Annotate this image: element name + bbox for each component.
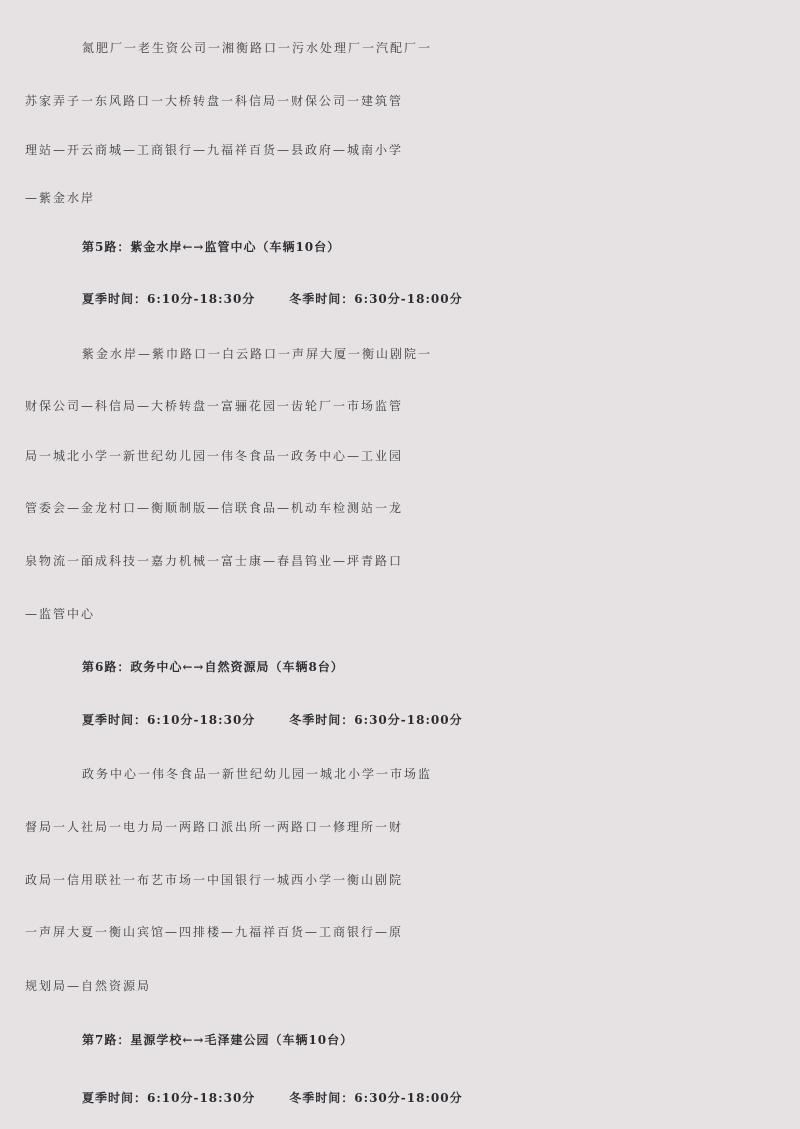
route-6-winter-hours: 冬季时间：6:30分-18:00分 — [289, 713, 463, 727]
route-6-hours — [0, 705, 790, 735]
route-5-stops-line: —监管中心 — [25, 607, 96, 621]
route-5-stops-line: 泉物流一皕成科技一嘉力机械一富士康—春昌钨业—坪青路口 — [25, 554, 404, 568]
route-7-summer-hours: 夏季时间：6:10分-18:30分 — [82, 1091, 256, 1105]
route-7-winter-hours: 冬季时间：6:30分-18:00分 — [289, 1091, 463, 1105]
route-5-summer-hours: 夏季时间：6:10分-18:30分 — [82, 292, 256, 306]
route-7-title: 第7路：星源学校←→毛泽建公园（车辆10台） — [82, 1033, 354, 1047]
route-6-summer-hours: 夏季时间：6:10分-18:30分 — [82, 713, 256, 727]
route-5-stops-line: 局一城北小学一新世纪幼儿园一伟冬食品一政务中心—工业园 — [25, 449, 404, 463]
route-6-stops-line: 政务中心一伟冬食品一新世纪幼儿园一城北小学一市场监 — [82, 767, 433, 781]
route-5-stops-line: 管委会—金龙村口—衡顺制版—信联食品—机动车检测站一龙 — [25, 501, 404, 515]
intro-line: 氮肥厂一老生资公司一湘衡路口一污水处理厂一汽配厂一 — [82, 41, 433, 55]
route-5-hours — [0, 284, 790, 314]
intro-line: 理站—开云商城—工商银行—九福祥百货—县政府—城南小学 — [25, 143, 404, 157]
route-7-hours — [0, 1083, 790, 1113]
route-5-winter-hours: 冬季时间：6:30分-18:00分 — [289, 292, 463, 306]
route-5-stops-line: 紫金水岸—紫巾路口一白云路口一声屏大厦一衡山剧院一 — [82, 347, 433, 361]
route-6-stops-line: 规划局—自然资源局 — [25, 979, 152, 993]
route-6-stops-line: 政局一信用联社一布艺市场一中国银行一城西小学一衡山剧院 — [25, 873, 404, 887]
route-5-stops-line: 财保公司—科信局—大桥转盘一富骊花园一齿轮厂一市场监管 — [25, 399, 404, 413]
route-6-stops-line: 督局一人社局一电力局一两路口派出所一两路口一修理所一财 — [25, 820, 404, 834]
intro-line: —紫金水岸 — [25, 191, 96, 205]
route-6-title: 第6路：政务中心←→自然资源局（车辆8台） — [82, 660, 344, 674]
route-6-stops-line: 一声屏大夏一衡山宾馆—四排楼—九福祥百货—工商银行—原 — [25, 925, 404, 939]
intro-line: 苏家弄子一东风路口一大桥转盘一科信局一财保公司一建筑管 — [25, 94, 404, 108]
route-5-title: 第5路：紫金水岸←→监管中心（车辆10台） — [82, 240, 341, 254]
